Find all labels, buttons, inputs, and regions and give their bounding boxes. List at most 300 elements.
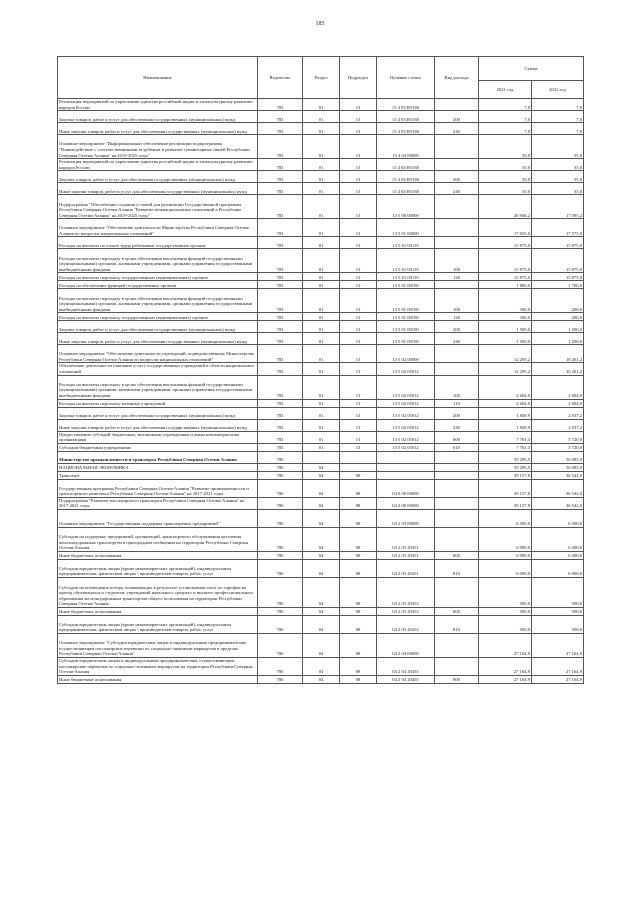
cell-sum-2021: 300,0 — [479, 313, 532, 321]
budget-table-container — [57, 56, 583, 684]
table-row — [58, 443, 584, 451]
cell-target-item — [377, 463, 435, 471]
cell-department: 783 — [258, 195, 303, 219]
cell-target-item: 13 5 02 05012 — [377, 443, 435, 451]
cell-name: Иные закупки товаров, работ и услуг для обеспечения государственных (муниципальных) нужд — [58, 333, 258, 345]
cell-sum-2022: 7,0 — [532, 99, 584, 111]
cell-subsection: 13 — [340, 407, 377, 419]
cell-sum-2022: 500,0 — [532, 577, 584, 607]
cell-sum-2022: 500,0 — [532, 607, 584, 615]
cell-target-item — [377, 471, 435, 479]
cell-sum-2022: 35,0 — [532, 171, 584, 183]
cell-section: 04 — [303, 551, 340, 559]
cell-sum-2022: 200,0 — [532, 289, 584, 313]
cell-sum-2021: 12 295,2 — [479, 345, 532, 363]
cell-department: 783 — [258, 321, 303, 333]
cell-department: 783 — [258, 407, 303, 419]
cell-section: 04 — [303, 633, 340, 657]
cell-target-item — [377, 451, 435, 463]
cell-section: 01 — [303, 99, 340, 111]
cell-section: 01 — [303, 419, 340, 431]
cell-name: Субсидии на поддержку предприятий, организаций, транспортного обслуживания населения железнодорожным транспортом в пригородном сообщении на территории Республики Северная Осетия-Алания — [58, 527, 258, 551]
cell-department: 786 — [258, 551, 303, 559]
cell-expense-type — [435, 363, 479, 375]
table-row — [58, 577, 584, 607]
cell-sum-2022: 36 542,0 — [532, 471, 584, 479]
cell-expense-type: 800 — [435, 675, 479, 683]
cell-name: Основное мероприятие "Обеспечение деятельности учреждений, подведомственных Министерству Республики Северная Осетия-Алания по вопросам национальных отношений" — [58, 345, 258, 363]
cell-section: 01 — [303, 281, 340, 289]
cell-sum-2021: 1 800,0 — [479, 281, 532, 289]
cell-target-item: 13 5 02 05012 — [377, 399, 435, 407]
cell-name: Субсидии юридическим лицам (кроме некоммерческих организаций), индивидуальным предпринимателям, физическим лицам - производителям товаров, работ, услуг — [58, 615, 258, 633]
cell-name: Транспорт — [58, 471, 258, 479]
cell-subsection: 13 — [340, 219, 377, 237]
cell-expense-type: 810 — [435, 559, 479, 577]
cell-section: 01 — [303, 195, 340, 219]
cell-sum-2022: 500,0 — [532, 615, 584, 633]
cell-subsection: 13 — [340, 419, 377, 431]
cell-sum-2021: 2 604,0 — [479, 399, 532, 407]
cell-sum-2021: 6 500,0 — [479, 509, 532, 527]
cell-department: 783 — [258, 281, 303, 289]
cell-sum-2021: 500,0 — [479, 577, 532, 607]
cell-target-item: 13 5 00 00000 — [377, 195, 435, 219]
cell-target-item: 04 2 04 20455 — [377, 675, 435, 683]
cell-name: Основное мероприятие "Государственная поддержка транспортных предприятий" — [58, 509, 258, 527]
cell-sum-2022: 6 500,0 — [532, 509, 584, 527]
cell-department: 783 — [258, 219, 303, 237]
cell-expense-type: 120 — [435, 313, 479, 321]
cell-department: 783 — [258, 431, 303, 443]
cell-subsection: 13 — [340, 183, 377, 195]
cell-sum-2021: 7,0 — [479, 99, 532, 111]
cell-name: Закупка товаров, работ и услуг для обеспечения государственных (муниципальных) нужд — [58, 111, 258, 123]
table-row — [58, 183, 584, 195]
cell-subsection: 08 — [340, 527, 377, 551]
table-row — [58, 451, 584, 463]
cell-target-item: 13 5 01 00190 — [377, 321, 435, 333]
table-row — [58, 123, 584, 135]
table-row — [58, 375, 584, 399]
cell-expense-type — [435, 237, 479, 249]
table-row — [58, 273, 584, 281]
cell-sum-2022: 7,0 — [532, 111, 584, 123]
cell-sum-2022: 56 085,0 — [532, 463, 584, 471]
table-row — [58, 419, 584, 431]
cell-department: 786 — [258, 527, 303, 551]
cell-expense-type: 100 — [435, 289, 479, 313]
cell-sum-2022: 5 720,0 — [532, 431, 584, 443]
cell-sum-2022: 17 095,2 — [532, 195, 584, 219]
cell-expense-type: 200 — [435, 321, 479, 333]
cell-name: НАЦИОНАЛЬНАЯ ЭКОНОМИКА — [58, 463, 258, 471]
cell-target-item: 13 5 01 00190 — [377, 313, 435, 321]
table-row — [58, 497, 584, 509]
cell-subsection: 08 — [340, 551, 377, 559]
cell-expense-type — [435, 633, 479, 657]
cell-target-item: 13 5 02 05012 — [377, 419, 435, 431]
cell-name: Государственная программа Республики Северная Осетия-Алания "Развитие промышленности и транспортного комплекса Республики Северная Осетия-Алания" на 2017-2021 годы — [58, 479, 258, 497]
cell-name: Расходы на выплаты персоналу казенных учреждений — [58, 399, 258, 407]
budget-table — [57, 56, 584, 684]
cell-expense-type — [435, 479, 479, 497]
cell-section: 01 — [303, 289, 340, 313]
cell-sum-2021: 15 875,0 — [479, 249, 532, 273]
cell-expense-type — [435, 471, 479, 479]
cell-expense-type: 200 — [435, 407, 479, 419]
cell-expense-type — [435, 99, 479, 111]
cell-expense-type: 110 — [435, 399, 479, 407]
cell-subsection — [340, 451, 377, 463]
cell-target-item: 13 4 03 R5160 — [377, 99, 435, 111]
cell-name: Иные бюджетные ассигнования — [58, 675, 258, 683]
cell-target-item: 13 4 04 00000 — [377, 135, 435, 159]
cell-subsection: 13 — [340, 171, 377, 183]
cell-expense-type: 240 — [435, 183, 479, 195]
cell-section — [303, 451, 340, 463]
cell-sum-2021: 39 157,8 — [479, 479, 532, 497]
cell-target-item: 04 2 03 20451 — [377, 527, 435, 551]
cell-subsection: 08 — [340, 479, 377, 497]
cell-subsection: 08 — [340, 559, 377, 577]
cell-sum-2022: 10 261,2 — [532, 363, 584, 375]
cell-expense-type: 240 — [435, 419, 479, 431]
cell-sum-2022: 36 542,0 — [532, 479, 584, 497]
cell-name: Расходы на обеспечение функций государственных органов — [58, 281, 258, 289]
cell-sum-2022: 2 604,0 — [532, 399, 584, 407]
cell-sum-2022: 35,0 — [532, 135, 584, 159]
cell-section: 01 — [303, 333, 340, 345]
cell-target-item: 13 5 01 00190 — [377, 289, 435, 313]
cell-name: Субсидии юридическим лицам и индивидуальным предпринимателям, осуществляющим пассажирские перевозки по социально-значимым маршрутам на территории Республики Северная Осетия-Алания — [58, 657, 258, 675]
cell-sum-2021: 27 164,9 — [479, 675, 532, 683]
cell-sum-2022: 2 604,0 — [532, 375, 584, 399]
cell-sum-2021: 15 875,0 — [479, 273, 532, 281]
table-row — [58, 431, 584, 443]
cell-expense-type — [435, 135, 479, 159]
cell-expense-type — [435, 345, 479, 363]
cell-sum-2022: 6 000,0 — [532, 559, 584, 577]
cell-sum-2022: 27 164,9 — [532, 675, 584, 683]
cell-sum-2022: 15 875,0 — [532, 273, 584, 281]
cell-name: Иные закупки товаров, работ и услуг для обеспечения государственных (муниципальных) нужд — [58, 419, 258, 431]
cell-expense-type: 120 — [435, 273, 479, 281]
cell-name: Обеспечение деятельности (оказание услуг) государственных учреждений в области национальных отношений — [58, 363, 258, 375]
cell-department: 783 — [258, 399, 303, 407]
table-body — [58, 99, 584, 684]
cell-name: Субсидии на возмещение потерь, возникающих в результате установления льгот по тарифам на проезд обучающихся и студентов, учреждений начального среднего и высшего профессионального образования железнодорожным транспортом общего пользования на территории Республики Северная Осетия-Алания — [58, 577, 258, 607]
cell-section: 01 — [303, 345, 340, 363]
cell-section: 01 — [303, 407, 340, 419]
cell-sum-2021: 6 000,0 — [479, 551, 532, 559]
cell-sum-2021: 59 290,5 — [479, 451, 532, 463]
cell-subsection: 08 — [340, 509, 377, 527]
cell-section: 01 — [303, 219, 340, 237]
cell-name: Реализация мероприятий по укреплению единства российской нации и этнокультурному развитию народов России — [58, 159, 258, 171]
cell-sum-2022: 27 164,9 — [532, 657, 584, 675]
cell-expense-type — [435, 463, 479, 471]
cell-department: 783 — [258, 375, 303, 399]
table-row — [58, 237, 584, 249]
cell-subsection: 13 — [340, 321, 377, 333]
cell-target-item: 13 5 01 00110 — [377, 273, 435, 281]
cell-target-item: 13 5 02 05012 — [377, 375, 435, 399]
cell-expense-type — [435, 577, 479, 607]
cell-target-item: 13 4 04 R5160 — [377, 171, 435, 183]
cell-target-item: 13 5 01 00110 — [377, 249, 435, 273]
cell-department: 783 — [258, 135, 303, 159]
cell-sum-2021: 500,0 — [479, 607, 532, 615]
cell-section: 01 — [303, 111, 340, 123]
cell-name: Основное мероприятие "Информационное обеспечение реализации подпрограммы "Взаимодействие с соотечественниками за рубежом и развитие гуманитарных связей Республики Северная Осетия-Алания" на 2019-2025 годы" — [58, 135, 258, 159]
cell-section: 01 — [303, 375, 340, 399]
cell-section: 01 — [303, 237, 340, 249]
cell-expense-type: 600 — [435, 431, 479, 443]
table-row — [58, 407, 584, 419]
cell-subsection: 13 — [340, 289, 377, 313]
cell-sum-2022: 2 037,2 — [532, 419, 584, 431]
header-target-item: Целевые статьи — [377, 57, 435, 99]
cell-sum-2021: 7,0 — [479, 123, 532, 135]
cell-expense-type — [435, 509, 479, 527]
cell-department: 786 — [258, 657, 303, 675]
cell-department: 786 — [258, 559, 303, 577]
table-row — [58, 479, 584, 497]
cell-sum-2022: 35,0 — [532, 183, 584, 195]
cell-target-item: 13 5 01 00190 — [377, 333, 435, 345]
cell-name: Основное мероприятие "Обеспечение деятельности Министерства Республики Северная Осетия-Алания по вопросам национальных отношений" — [58, 219, 258, 237]
cell-expense-type: 800 — [435, 551, 479, 559]
cell-target-item: 04 2 03 20452 — [377, 615, 435, 633]
cell-department: 783 — [258, 313, 303, 321]
cell-section: 01 — [303, 363, 340, 375]
cell-department: 783 — [258, 237, 303, 249]
cell-subsection: 13 — [340, 195, 377, 219]
cell-department: 783 — [258, 99, 303, 111]
cell-department: 786 — [258, 577, 303, 607]
cell-name: Расходы на выплаты по оплате труда работников государственных органов — [58, 237, 258, 249]
table-row — [58, 135, 584, 159]
table-row — [58, 551, 584, 559]
cell-subsection: 13 — [340, 249, 377, 273]
cell-expense-type: 100 — [435, 375, 479, 399]
cell-department: 783 — [258, 289, 303, 313]
cell-sum-2021: 35,0 — [479, 135, 532, 159]
table-row — [58, 195, 584, 219]
cell-target-item: 13 5 01 00000 — [377, 219, 435, 237]
cell-sum-2021: 6 000,0 — [479, 527, 532, 551]
table-row — [58, 321, 584, 333]
cell-target-item: 13 5 02 05012 — [377, 407, 435, 419]
cell-expense-type — [435, 497, 479, 509]
cell-section: 04 — [303, 657, 340, 675]
cell-section: 04 — [303, 527, 340, 551]
cell-section: 01 — [303, 171, 340, 183]
cell-sum-2022: 7,0 — [532, 123, 584, 135]
cell-expense-type — [435, 451, 479, 463]
cell-department: 783 — [258, 363, 303, 375]
cell-name: Иные бюджетные ассигнования — [58, 607, 258, 615]
cell-subsection: 08 — [340, 607, 377, 615]
cell-sum-2022: 56 085,0 — [532, 451, 584, 463]
cell-section: 01 — [303, 159, 340, 171]
cell-sum-2021: 1 849,9 — [479, 407, 532, 419]
cell-subsection: 13 — [340, 135, 377, 159]
cell-sum-2021: 15 875,0 — [479, 237, 532, 249]
cell-section: 04 — [303, 479, 340, 497]
cell-section: 01 — [303, 273, 340, 281]
table-row — [58, 333, 584, 345]
cell-subsection: 13 — [340, 273, 377, 281]
table-row — [58, 607, 584, 615]
cell-sum-2021: 39 157,8 — [479, 471, 532, 479]
header-name: Наименование — [58, 57, 258, 99]
cell-sum-2021: 27 164,9 — [479, 657, 532, 675]
cell-department: 783 — [258, 123, 303, 135]
cell-section: 04 — [303, 497, 340, 509]
cell-expense-type — [435, 219, 479, 237]
cell-name: Расходы на выплаты персоналу в целях обеспечения выполнения функций государственными (муниципальными) органами, казенными учреждениями, органами управления государственными внебюджетными фондами — [58, 375, 258, 399]
cell-expense-type: 240 — [435, 123, 479, 135]
cell-target-item: 13 5 02 00000 — [377, 345, 435, 363]
cell-section: 01 — [303, 183, 340, 195]
cell-name: Министерство промышленности и транспорта Республики Северная Осетия-Алания — [58, 451, 258, 463]
table-row — [58, 509, 584, 527]
cell-sum-2022: 1 700,0 — [532, 281, 584, 289]
cell-department: 786 — [258, 509, 303, 527]
header-expense-type: Вид расхода — [435, 57, 479, 99]
cell-subsection: 13 — [340, 99, 377, 111]
table-row — [58, 249, 584, 273]
cell-subsection: 13 — [340, 281, 377, 289]
table-row — [58, 159, 584, 171]
cell-subsection: 13 — [340, 399, 377, 407]
cell-expense-type: 810 — [435, 615, 479, 633]
cell-department: 786 — [258, 471, 303, 479]
table-row — [58, 657, 584, 675]
cell-sum-2022: 2 037,2 — [532, 407, 584, 419]
cell-department: 783 — [258, 333, 303, 345]
cell-expense-type — [435, 159, 479, 171]
cell-sum-2022: 200,0 — [532, 313, 584, 321]
table-row — [58, 313, 584, 321]
cell-expense-type — [435, 657, 479, 675]
cell-target-item: 13 4 03 R5160 — [377, 111, 435, 123]
cell-section: 01 — [303, 123, 340, 135]
cell-subsection: 13 — [340, 333, 377, 345]
cell-sum-2021: 26 946,2 — [479, 195, 532, 219]
cell-section: 04 — [303, 607, 340, 615]
cell-expense-type: 800 — [435, 607, 479, 615]
cell-name: Закупка товаров, работ и услуг для обеспечения государственных (муниципальных) нужд — [58, 171, 258, 183]
table-row — [58, 219, 584, 237]
table-row — [58, 289, 584, 313]
cell-department: 786 — [258, 463, 303, 471]
cell-sum-2021: 1 500,0 — [479, 321, 532, 333]
table-row — [58, 559, 584, 577]
cell-sum-2021: 1 500,0 — [479, 333, 532, 345]
cell-target-item: 04 2 03 20452 — [377, 607, 435, 615]
cell-department: 786 — [258, 451, 303, 463]
cell-section: 01 — [303, 249, 340, 273]
cell-target-item: 13 4 04 R5160 — [377, 159, 435, 171]
cell-target-item: 13 5 02 05012 — [377, 431, 435, 443]
header-subsection: Подраздел — [340, 57, 377, 99]
cell-department: 786 — [258, 607, 303, 615]
cell-department: 786 — [258, 479, 303, 497]
cell-section: 01 — [303, 321, 340, 333]
cell-sum-2022: 6 000,0 — [532, 527, 584, 551]
cell-sum-2021: 7,0 — [479, 111, 532, 123]
cell-subsection: 13 — [340, 313, 377, 321]
cell-sum-2022: 10 261,2 — [532, 345, 584, 363]
cell-sum-2021: 35,0 — [479, 171, 532, 183]
cell-sum-2021: 59 290,5 — [479, 463, 532, 471]
cell-name: Расходы на выплаты персоналу государственных (муниципальных) органов — [58, 273, 258, 281]
table-row — [58, 281, 584, 289]
cell-expense-type: 100 — [435, 249, 479, 273]
cell-department: 783 — [258, 111, 303, 123]
table-row — [58, 99, 584, 111]
cell-target-item: 13 5 01 00190 — [377, 281, 435, 289]
header-year-2021: 2021 год — [479, 81, 532, 99]
cell-name: Закупка товаров, работ и услуг для обеспечения государственных (муниципальных) нужд — [58, 321, 258, 333]
cell-sum-2021: 2 604,0 — [479, 375, 532, 399]
cell-section: 04 — [303, 463, 340, 471]
header-sum: Сумма — [479, 57, 584, 81]
cell-department: 786 — [258, 615, 303, 633]
cell-expense-type: 200 — [435, 171, 479, 183]
cell-subsection: 13 — [340, 123, 377, 135]
cell-sum-2021: 500,0 — [479, 615, 532, 633]
cell-department: 783 — [258, 249, 303, 273]
cell-sum-2022: 6 000,0 — [532, 551, 584, 559]
cell-subsection — [340, 463, 377, 471]
table-row — [58, 463, 584, 471]
cell-subsection: 13 — [340, 111, 377, 123]
cell-sum-2021: 6 000,0 — [479, 559, 532, 577]
cell-subsection: 08 — [340, 471, 377, 479]
cell-sum-2022: 35,0 — [532, 159, 584, 171]
cell-name: Расходы на выплаты персоналу государственных (муниципальных) органов — [58, 313, 258, 321]
table-row — [58, 471, 584, 479]
cell-sum-2022: 5 720,0 — [532, 443, 584, 451]
cell-name: Закупка товаров, работ и услуг для обеспечения государственных (муниципальных) нужд — [58, 407, 258, 419]
cell-sum-2022: 1 500,0 — [532, 333, 584, 345]
cell-name: Подпрограмма "Развитие пассажирского транспорта Республики Северная Осетия-Алания" на 2017-2021 годы — [58, 497, 258, 509]
cell-name: Расходы на выплаты персоналу в целях обеспечения выполнения функций государственными (муниципальными) органами, казенными учреждениями, органами управления государственными внебюджетными фондами — [58, 249, 258, 273]
cell-name: Субсидии бюджетным учреждениям — [58, 443, 258, 451]
cell-subsection: 08 — [340, 633, 377, 657]
cell-target-item: 13 5 01 00110 — [377, 237, 435, 249]
cell-target-item: 04 2 00 00000 — [377, 497, 435, 509]
cell-sum-2022: 1 500,0 — [532, 321, 584, 333]
cell-expense-type: 200 — [435, 111, 479, 123]
table-row — [58, 615, 584, 633]
cell-target-item: 04 2 03 20451 — [377, 559, 435, 577]
cell-sum-2021: 1 849,9 — [479, 419, 532, 431]
cell-sum-2021: 17 655,0 — [479, 219, 532, 237]
cell-subsection: 08 — [340, 497, 377, 509]
cell-sum-2021: 35,0 — [479, 183, 532, 195]
cell-section: 01 — [303, 431, 340, 443]
cell-sum-2022: 36 542,0 — [532, 497, 584, 509]
cell-sum-2022: 17 575,0 — [532, 219, 584, 237]
cell-name: Расходы на выплаты персоналу в целях обеспечения выполнения функций государственными (муниципальными) органами, казенными учреждениями, органами управления государственными внебюджетными фондами — [58, 289, 258, 313]
cell-department: 783 — [258, 183, 303, 195]
header-department: Ведомство — [258, 57, 303, 99]
